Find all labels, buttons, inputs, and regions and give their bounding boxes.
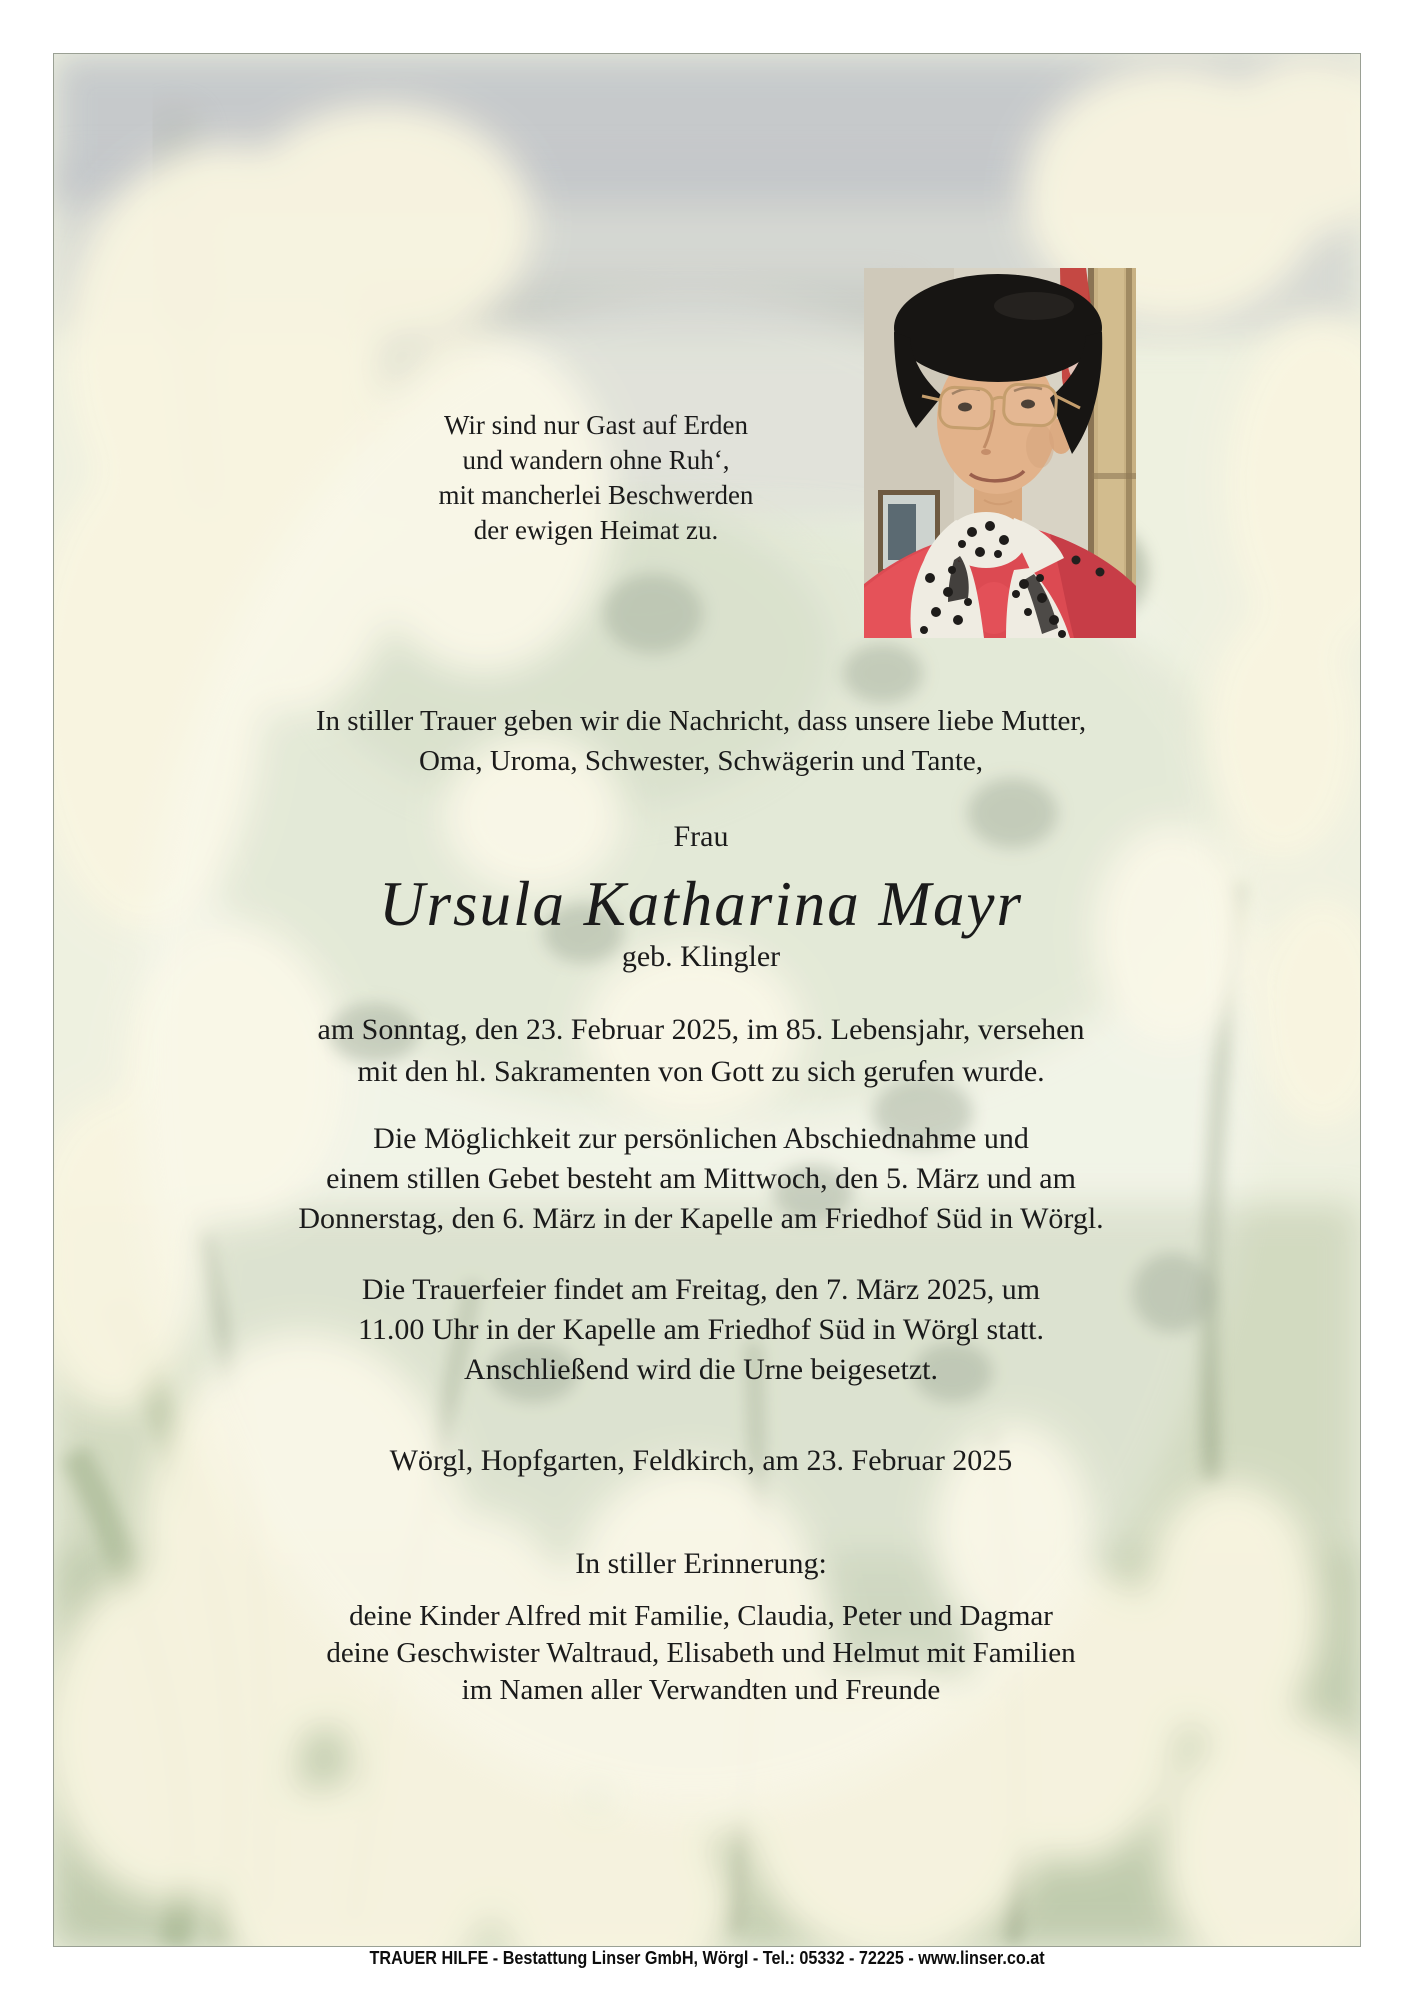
mourners-line: im Namen aller Verwandten und Freunde [461, 1674, 941, 1706]
funeral-line: 11.00 Uhr in der Kapelle am Friedhof Süd in Wörgl statt. [357, 1313, 1044, 1346]
poem-line: mit mancherlei Beschwerden [438, 480, 754, 510]
deceased-name: Ursula Katharina Mayr [378, 869, 1024, 939]
death-notice [54, 1009, 1348, 1093]
funeral-home-footer-text: TRAUER HILFE - Bestattung Linser GmbH, Wörgl - Tel.: 05332 - 72225 - www.linser.co.at [369, 1948, 1045, 1968]
intro-line: In stiller Trauer geben wir die Nachricht, dass unsere liebe Mutter, [315, 705, 1087, 737]
death-notice-line: mit den hl. Sakramenten von Gott zu sich gerufen wurde. [357, 1055, 1045, 1088]
announcement-intro [54, 701, 1348, 781]
mourners-line: deine Geschwister Waltraud, Elisabeth und Helmut mit Familien [326, 1637, 1076, 1669]
mourners-list [54, 1598, 1348, 1709]
funeral-info [54, 1270, 1348, 1390]
farewell-line: Die Möglichkeit zur persönlichen Abschiednahme und [373, 1122, 1029, 1155]
funeral-home-footer [0, 1945, 1414, 1971]
mourners-line: deine Kinder Alfred mit Familie, Claudia, Peter und Dagmar [349, 1600, 1053, 1632]
maiden-name: geb. Klingler [621, 940, 781, 973]
death-notice-line: am Sonntag, den 23. Februar 2025, im 85. Lebensjahr, versehen [317, 1013, 1085, 1046]
funeral-line: Die Trauerfeier findet am Freitag, den 7. März 2025, um [361, 1273, 1041, 1306]
farewell-info [54, 1119, 1348, 1239]
farewell-line: Donnerstag, den 6. März in der Kapelle am Friedhof Süd in Wörgl. [298, 1202, 1104, 1235]
poem-line: der ewigen Heimat zu. [473, 515, 719, 545]
place-dateline: Wörgl, Hopfgarten, Feldkirch, am 23. Februar 2025 [389, 1444, 1013, 1477]
remembrance-title: In stiller Erinnerung: [575, 1547, 827, 1580]
funeral-line: Anschließend wird die Urne beigesetzt. [463, 1353, 938, 1386]
poem-line: Wir sind nur Gast auf Erden [443, 410, 749, 440]
salutation: Frau [673, 820, 729, 853]
memorial-card [53, 53, 1361, 1947]
intro-line: Oma, Uroma, Schwester, Schwägerin und Tante, [418, 745, 984, 777]
poem-line: und wandern ohne Ruh‘, [462, 445, 730, 475]
memorial-poem [104, 408, 1088, 548]
farewell-line: einem stillen Gebet besteht am Mittwoch, den 5. März und am [326, 1162, 1076, 1195]
